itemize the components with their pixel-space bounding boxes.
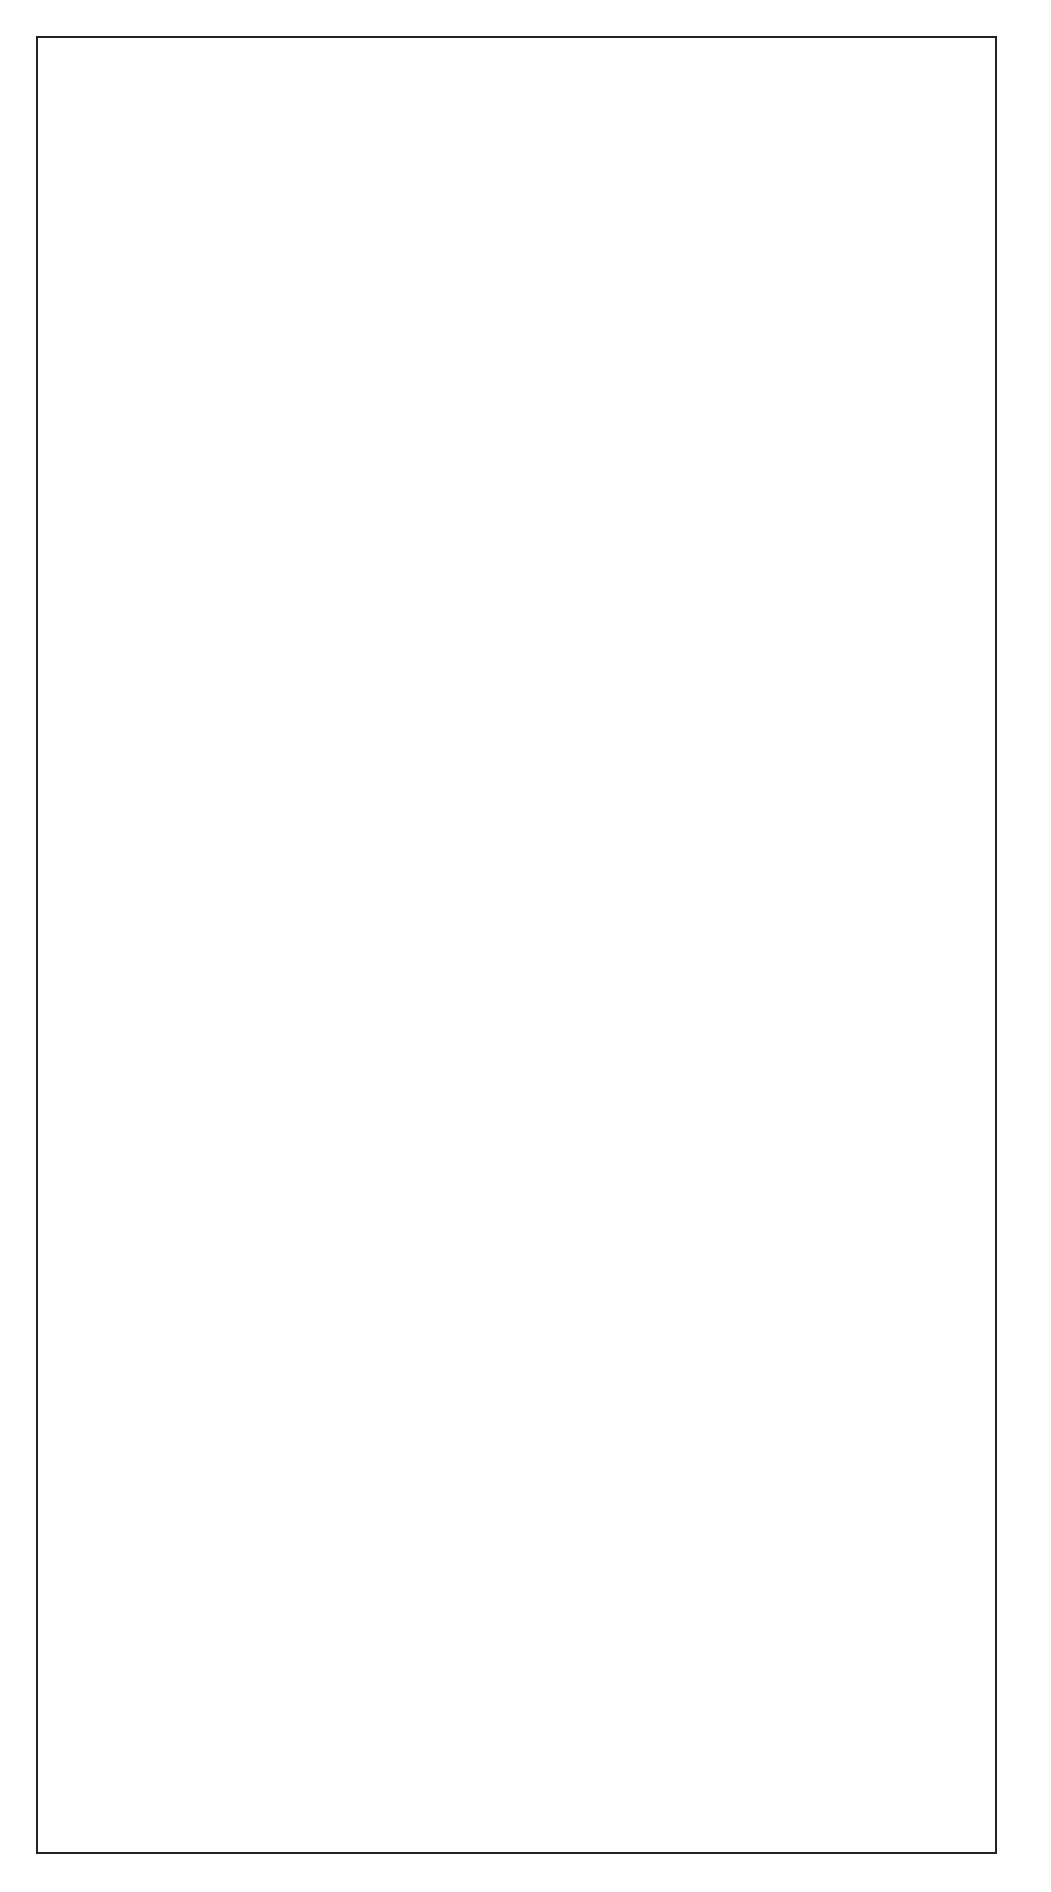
bulletin-frame	[36, 36, 997, 1854]
